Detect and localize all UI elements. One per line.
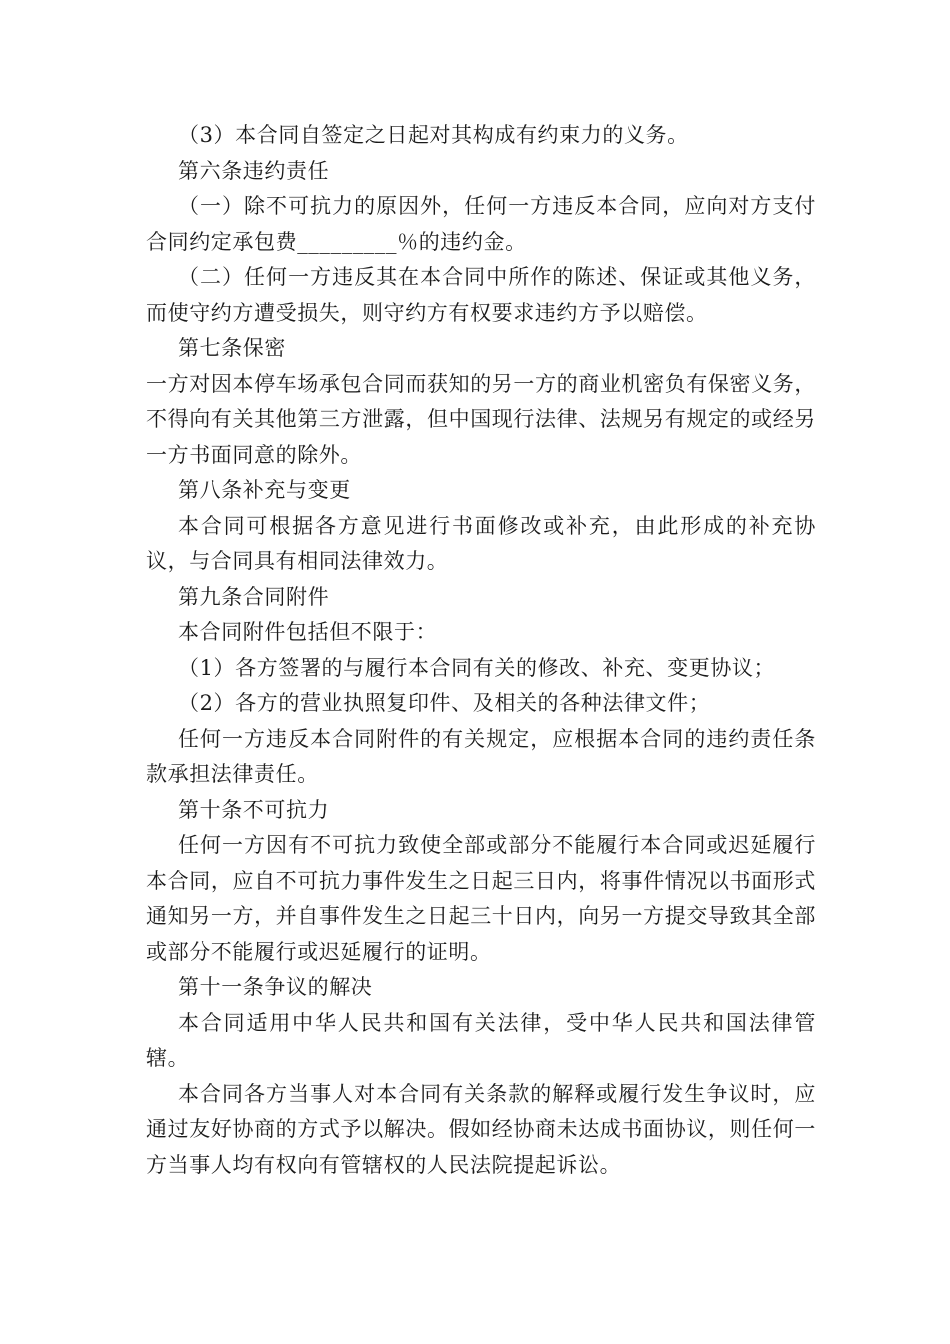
- article-heading-6: 第六条违约责任: [178, 158, 330, 183]
- clause-paragraph: 一方对因本停车场承包合同而获知的另一方的商业机密负有保密义务，不得向有关其他第三方泄露，但中国现行法律、法规另有规定的或经另一方书面同意的除外。: [146, 371, 816, 467]
- article-heading-9: 第九条合同附件: [178, 584, 330, 609]
- clause-paragraph: 任何一方因有不可抗力致使全部或部分不能履行本合同或迟延履行本合同，应自不可抗力事件发生之日起三日内，将事件情况以书面形式通知另一方，并自事件发生之日起三十日内，向另一方提交导致其全部或部分不能履行或迟延履行的证明。: [146, 833, 816, 964]
- clause-paragraph: （二）任何一方违反其在本合同中所作的陈述、保证或其他义务，而使守约方遭受损失，则守约方有权要求违约方予以赔偿。: [146, 265, 816, 325]
- clause-paragraph: 本合同附件包括但不限于：: [178, 620, 438, 644]
- clause-paragraph: （3）本合同自签定之日起对其构成有约束力的义务。: [178, 123, 689, 147]
- article-heading-10: 第十条不可抗力: [178, 797, 330, 822]
- article-heading-8: 第八条补充与变更: [178, 478, 351, 502]
- clause-paragraph: （一）除不可抗力的原因外，任何一方违反本合同，应向对方支付合同约定承包费_________％的违约金。: [146, 194, 816, 254]
- clause-paragraph: 本合同可根据各方意见进行书面修改或补充，由此形成的补充协议，与合同具有相同法律效力。: [146, 513, 816, 573]
- clause-paragraph: 本合同适用中华人民共和国有关法律，受中华人民共和国法律管辖。: [146, 1010, 816, 1070]
- document-page: [146, 118, 816, 1183]
- article-heading-11: 第十一条争议的解决: [178, 975, 373, 999]
- clause-paragraph: 本合同各方当事人对本合同有关条款的解释或履行发生争议时，应通过友好协商的方式予以解决。假如经协商未达成书面协议，则任何一方当事人均有权向有管辖权的人民法院提起诉讼。: [146, 1081, 816, 1177]
- clause-paragraph: （1）各方签署的与履行本合同有关的修改、补充、变更协议；: [178, 655, 776, 680]
- clause-paragraph: 任何一方违反本合同附件的有关规定，应根据本合同的违约责任条款承担法律责任。: [146, 726, 816, 786]
- clause-paragraph: （2）各方的营业执照复印件、及相关的各种法律文件；: [178, 691, 711, 715]
- article-heading-7: 第七条保密: [178, 336, 286, 360]
